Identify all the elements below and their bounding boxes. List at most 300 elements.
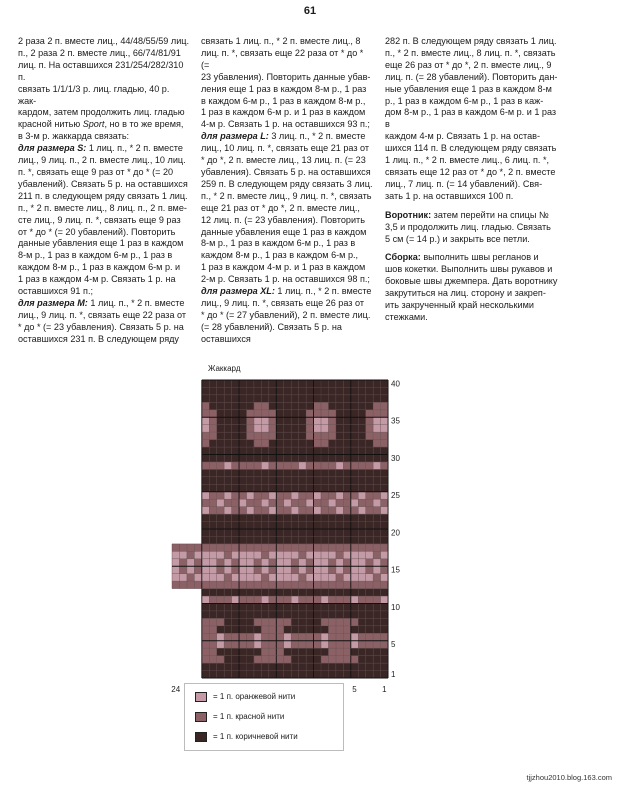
chart-cell bbox=[209, 544, 216, 551]
chart-cell bbox=[269, 507, 276, 514]
chart-cell bbox=[306, 402, 313, 409]
chart-cell bbox=[217, 596, 224, 603]
chart-cell bbox=[269, 656, 276, 663]
chart-cell bbox=[254, 462, 261, 469]
chart-cell bbox=[224, 566, 231, 573]
chart-cell bbox=[217, 611, 224, 618]
chart-cell bbox=[343, 626, 350, 633]
chart-cell bbox=[247, 514, 254, 521]
chart-cell bbox=[202, 455, 209, 462]
chart-cell bbox=[321, 492, 328, 499]
chart-cell bbox=[209, 589, 216, 596]
chart-cell bbox=[232, 633, 239, 640]
y-tick-label: 40 bbox=[391, 379, 400, 389]
chart-cell bbox=[299, 492, 306, 499]
chart-cell bbox=[217, 626, 224, 633]
chart-cell bbox=[232, 574, 239, 581]
chart-cell bbox=[358, 499, 365, 506]
chart-cell bbox=[321, 410, 328, 417]
chart-cell bbox=[224, 633, 231, 640]
chart-cell bbox=[373, 455, 380, 462]
chart-cell bbox=[373, 566, 380, 573]
chart-cell bbox=[351, 395, 358, 402]
chart-cell bbox=[336, 484, 343, 491]
chart-cell bbox=[306, 581, 313, 588]
chart-cell bbox=[232, 447, 239, 454]
chart-cell bbox=[202, 514, 209, 521]
chart-cell bbox=[314, 477, 321, 484]
chart-cell bbox=[314, 544, 321, 551]
chart-cell bbox=[314, 447, 321, 454]
chart-cell bbox=[284, 507, 291, 514]
chart-cell bbox=[239, 529, 246, 536]
chart-cell bbox=[232, 618, 239, 625]
chart-cell bbox=[328, 455, 335, 462]
chart-cell bbox=[284, 663, 291, 670]
chart-cell bbox=[373, 417, 380, 424]
chart-cell bbox=[291, 648, 298, 655]
chart-cell bbox=[276, 522, 283, 529]
chart-cell bbox=[343, 671, 350, 678]
chart-cell bbox=[321, 611, 328, 618]
chart-cell bbox=[373, 544, 380, 551]
chart-cell bbox=[306, 663, 313, 670]
chart-cell bbox=[306, 604, 313, 611]
chart-cell bbox=[179, 559, 186, 566]
chart-cell bbox=[351, 596, 358, 603]
chart-cell bbox=[276, 499, 283, 506]
chart-cell bbox=[239, 536, 246, 543]
chart-cell bbox=[217, 633, 224, 640]
chart-cell bbox=[217, 656, 224, 663]
chart-cell bbox=[291, 484, 298, 491]
chart-cell bbox=[381, 574, 388, 581]
chart-cell bbox=[232, 469, 239, 476]
chart-cell bbox=[366, 566, 373, 573]
chart-cell bbox=[276, 425, 283, 432]
chart-cell bbox=[261, 641, 268, 648]
chart-cell bbox=[254, 663, 261, 670]
chart-cell bbox=[261, 663, 268, 670]
chart-cell bbox=[239, 663, 246, 670]
chart-cell bbox=[291, 626, 298, 633]
chart-cell bbox=[194, 551, 201, 558]
chart-cell bbox=[321, 566, 328, 573]
chart-cell bbox=[261, 395, 268, 402]
chart-cell bbox=[209, 611, 216, 618]
chart-cell bbox=[306, 566, 313, 573]
chart-cell bbox=[247, 536, 254, 543]
chart-cell bbox=[239, 559, 246, 566]
chart-cell bbox=[217, 529, 224, 536]
chart-cell bbox=[254, 410, 261, 417]
chart-cell bbox=[373, 604, 380, 611]
chart-cell bbox=[209, 663, 216, 670]
chart-cell bbox=[358, 536, 365, 543]
chart-cell bbox=[276, 626, 283, 633]
chart-cell bbox=[217, 648, 224, 655]
chart-cell bbox=[239, 551, 246, 558]
chart-cell bbox=[269, 387, 276, 394]
chart-cell bbox=[381, 581, 388, 588]
chart-cell bbox=[254, 440, 261, 447]
chart-cell bbox=[276, 648, 283, 655]
chart-cell bbox=[351, 492, 358, 499]
chart-cell bbox=[254, 611, 261, 618]
chart-cell bbox=[321, 484, 328, 491]
chart-cell bbox=[232, 440, 239, 447]
chart-cell bbox=[247, 626, 254, 633]
chart-cell bbox=[351, 432, 358, 439]
chart-cell bbox=[261, 469, 268, 476]
chart-cell bbox=[261, 648, 268, 655]
chart-cell bbox=[366, 626, 373, 633]
chart-cell bbox=[232, 589, 239, 596]
chart-cell bbox=[336, 536, 343, 543]
chart-cell bbox=[187, 574, 194, 581]
chart-cell bbox=[328, 536, 335, 543]
chart-cell bbox=[276, 477, 283, 484]
chart-cell bbox=[217, 477, 224, 484]
chart-cell bbox=[269, 462, 276, 469]
col2-lines-a: связать 1 лиц. п., * 2 п. вместе лиц., 8 лиц. п. *, связать еще 22 раза от * до * (= 23 убавления). Повторить данные убав- ления еще 1 раз в каждом 8-м р., 1 раз в каждом 6-м р., 1 раз в каждом 8-м р., 1 раз в каждом 6-м р. и 1 раз в каждом 4-м р. Связать 1 р. на оставшихся 93 п.; bbox=[201, 36, 371, 130]
chart-cell bbox=[343, 611, 350, 618]
chart-cell bbox=[291, 596, 298, 603]
chart-cell bbox=[202, 387, 209, 394]
chart-cell bbox=[217, 522, 224, 529]
chart-cell bbox=[202, 380, 209, 387]
chart-cell bbox=[373, 484, 380, 491]
chart-cell bbox=[366, 574, 373, 581]
chart-cell bbox=[291, 455, 298, 462]
chart-cell bbox=[247, 380, 254, 387]
chart-cell bbox=[254, 402, 261, 409]
chart-cell bbox=[373, 499, 380, 506]
chart-cell bbox=[351, 611, 358, 618]
chart-cell bbox=[217, 618, 224, 625]
chart-cell bbox=[306, 574, 313, 581]
chart-cell bbox=[343, 551, 350, 558]
chart-cell bbox=[291, 514, 298, 521]
chart-cell bbox=[381, 559, 388, 566]
chart-cell bbox=[306, 544, 313, 551]
chart-cell bbox=[224, 417, 231, 424]
chart-cell bbox=[232, 507, 239, 514]
chart-cell bbox=[209, 566, 216, 573]
chart-cell bbox=[269, 447, 276, 454]
chart-cell bbox=[224, 477, 231, 484]
chart-cell bbox=[269, 380, 276, 387]
chart-cell bbox=[284, 589, 291, 596]
chart-cell bbox=[224, 559, 231, 566]
chart-cell bbox=[224, 589, 231, 596]
chart-cell bbox=[381, 455, 388, 462]
chart-cell bbox=[261, 656, 268, 663]
chart-cell bbox=[247, 618, 254, 625]
chart-cell bbox=[291, 507, 298, 514]
chart-cell bbox=[366, 387, 373, 394]
chart-cell bbox=[261, 604, 268, 611]
chart-cell bbox=[217, 417, 224, 424]
chart-cell bbox=[358, 566, 365, 573]
chart-cell bbox=[336, 663, 343, 670]
chart-cell bbox=[269, 589, 276, 596]
chart-cell bbox=[373, 618, 380, 625]
x-tick-label: 24 bbox=[171, 685, 181, 694]
chart-cell bbox=[224, 425, 231, 432]
chart-cell bbox=[321, 447, 328, 454]
watermark: tjjzhou2010.blog.163.com bbox=[526, 773, 612, 782]
chart-cell bbox=[351, 566, 358, 573]
chart-cell bbox=[247, 432, 254, 439]
legend-item-red: = 1 п. красной нити bbox=[195, 711, 284, 723]
chart-cell bbox=[217, 566, 224, 573]
chart-cell bbox=[269, 618, 276, 625]
chart-cell bbox=[328, 484, 335, 491]
chart-cell bbox=[276, 581, 283, 588]
chart-cell bbox=[373, 402, 380, 409]
chart-cell bbox=[202, 395, 209, 402]
chart-cell bbox=[209, 529, 216, 536]
chart-cell bbox=[239, 618, 246, 625]
chart-cell bbox=[373, 380, 380, 387]
chart-cell bbox=[202, 663, 209, 670]
chart-cell bbox=[209, 417, 216, 424]
chart-cell bbox=[247, 596, 254, 603]
text-column-3 bbox=[385, 36, 561, 331]
chart-cell bbox=[321, 522, 328, 529]
chart-cell bbox=[239, 484, 246, 491]
chart-cell bbox=[328, 574, 335, 581]
chart-cell bbox=[336, 551, 343, 558]
chart-cell bbox=[247, 656, 254, 663]
chart-cell bbox=[306, 596, 313, 603]
chart-cell bbox=[172, 581, 179, 588]
chart-cell bbox=[261, 402, 268, 409]
chart-cell bbox=[321, 529, 328, 536]
chart-cell bbox=[314, 604, 321, 611]
chart-cell bbox=[358, 462, 365, 469]
chart-cell bbox=[291, 425, 298, 432]
chart-cell bbox=[343, 522, 350, 529]
chart-cell bbox=[291, 618, 298, 625]
chart-cell bbox=[343, 462, 350, 469]
chart-cell bbox=[172, 551, 179, 558]
chart-cell bbox=[254, 656, 261, 663]
chart-cell bbox=[284, 581, 291, 588]
chart-cell bbox=[358, 671, 365, 678]
chart-cell bbox=[321, 626, 328, 633]
chart-cell bbox=[336, 440, 343, 447]
chart-cell bbox=[328, 387, 335, 394]
chart-cell bbox=[351, 551, 358, 558]
chart-cell bbox=[254, 581, 261, 588]
chart-cell bbox=[321, 425, 328, 432]
chart-cell bbox=[299, 596, 306, 603]
chart-cell bbox=[358, 507, 365, 514]
chart-cell bbox=[314, 440, 321, 447]
chart-cell bbox=[247, 551, 254, 558]
chart-cell bbox=[239, 395, 246, 402]
chart-cell bbox=[306, 484, 313, 491]
chart-cell bbox=[269, 432, 276, 439]
assembly-section: Сборка: выполнить швы регланов и шов кокетки. Выполнить швы рукавов и боковые швы джемпера. Дать воротнику закрутиться на лиц. сторону и закреп- ить закрученный край несколькими стежками. bbox=[385, 252, 558, 322]
chart-cell bbox=[358, 618, 365, 625]
chart-cell bbox=[343, 477, 350, 484]
chart-cell bbox=[284, 656, 291, 663]
chart-cell bbox=[314, 469, 321, 476]
chart-cell bbox=[381, 589, 388, 596]
chart-cell bbox=[299, 425, 306, 432]
chart-cell bbox=[306, 618, 313, 625]
chart-cell bbox=[381, 507, 388, 514]
chart-cell bbox=[373, 507, 380, 514]
chart-cell bbox=[328, 566, 335, 573]
chart-cell bbox=[209, 522, 216, 529]
chart-cell bbox=[366, 544, 373, 551]
chart-cell bbox=[261, 410, 268, 417]
chart-cell bbox=[343, 641, 350, 648]
chart-cell bbox=[202, 410, 209, 417]
chart-cell bbox=[217, 484, 224, 491]
chart-cell bbox=[284, 671, 291, 678]
chart-cell bbox=[321, 514, 328, 521]
chart-cell bbox=[232, 492, 239, 499]
chart-cell bbox=[291, 499, 298, 506]
chart-cell bbox=[276, 566, 283, 573]
chart-cell bbox=[366, 671, 373, 678]
chart-cell bbox=[232, 432, 239, 439]
chart-cell bbox=[261, 589, 268, 596]
chart-cell bbox=[202, 469, 209, 476]
chart-cell bbox=[202, 440, 209, 447]
chart-cell bbox=[202, 551, 209, 558]
chart-cell bbox=[254, 641, 261, 648]
chart-cell bbox=[254, 544, 261, 551]
chart-cell bbox=[232, 671, 239, 678]
chart-cell bbox=[284, 618, 291, 625]
chart-cell bbox=[239, 455, 246, 462]
chart-cell bbox=[247, 440, 254, 447]
y-tick-label: 20 bbox=[391, 528, 400, 538]
chart-cell bbox=[232, 402, 239, 409]
chart-cell bbox=[254, 387, 261, 394]
chart-cell bbox=[381, 648, 388, 655]
chart-cell bbox=[314, 536, 321, 543]
chart-cell bbox=[232, 387, 239, 394]
chart-cell bbox=[314, 656, 321, 663]
chart-cell bbox=[232, 380, 239, 387]
chart-cell bbox=[299, 671, 306, 678]
chart-cell bbox=[321, 499, 328, 506]
chart-cell bbox=[269, 492, 276, 499]
y-tick-label: 35 bbox=[391, 416, 400, 426]
chart-cell bbox=[336, 529, 343, 536]
chart-cell bbox=[381, 656, 388, 663]
chart-cell bbox=[239, 671, 246, 678]
y-tick-label: 30 bbox=[391, 453, 400, 463]
chart-cell bbox=[224, 410, 231, 417]
chart-cell bbox=[306, 425, 313, 432]
chart-cell bbox=[224, 581, 231, 588]
chart-cell bbox=[351, 663, 358, 670]
chart-cell bbox=[291, 581, 298, 588]
chart-cell bbox=[284, 477, 291, 484]
chart-cell bbox=[328, 425, 335, 432]
chart-cell bbox=[321, 462, 328, 469]
chart-cell bbox=[217, 440, 224, 447]
chart-cell bbox=[224, 656, 231, 663]
chart-cell bbox=[239, 604, 246, 611]
chart-cell bbox=[224, 611, 231, 618]
chart-cell bbox=[269, 633, 276, 640]
chart-cell bbox=[269, 440, 276, 447]
chart-cell bbox=[358, 417, 365, 424]
chart-cell bbox=[366, 559, 373, 566]
chart-cell bbox=[239, 656, 246, 663]
chart-cell bbox=[209, 633, 216, 640]
chart-cell bbox=[261, 611, 268, 618]
chart-cell bbox=[314, 402, 321, 409]
chart-cell bbox=[328, 656, 335, 663]
chart-cell bbox=[276, 492, 283, 499]
chart-cell bbox=[269, 410, 276, 417]
chart-cell bbox=[351, 514, 358, 521]
y-tick-label: 5 bbox=[391, 640, 396, 650]
chart-cell bbox=[261, 536, 268, 543]
chart-cell bbox=[343, 432, 350, 439]
chart-cell bbox=[321, 536, 328, 543]
chart-cell bbox=[209, 395, 216, 402]
chart-cell bbox=[254, 574, 261, 581]
chart-cell bbox=[314, 648, 321, 655]
chart-cell bbox=[299, 656, 306, 663]
chart-cell bbox=[381, 604, 388, 611]
chart-cell bbox=[381, 566, 388, 573]
chart-cell bbox=[217, 462, 224, 469]
chart-cell bbox=[314, 589, 321, 596]
chart-cell bbox=[351, 559, 358, 566]
chart-cell bbox=[209, 462, 216, 469]
chart-cell bbox=[314, 551, 321, 558]
col1-lines-c: лиц., 9 лиц. п., 2 п. вместе лиц., 10 лиц. п. *, связать еще 9 раз от * до * (= 20 убавлений). Связать 5 р. на оставшихся 211 п. в следующем ряду связать 1 лиц. п., * 2 п. вместе лиц., 8 лиц. п., 2 п. вме- сте лиц., 9 лиц. п. *, связать еще 9 раз от * до * (= 20 убавлений). Повторить данные убавления еще 1 раз в каждом 8-м р., 1 раз в каждом 6-м р., 1 раз в каждом 8-м р., 1 раз в каждом 6-м р. и 1 раз в каждом 4-м р. Связать 1 р. на оставшихся 91 п.; bbox=[18, 155, 188, 297]
chart-cell bbox=[321, 641, 328, 648]
chart-cell bbox=[232, 455, 239, 462]
chart-cell bbox=[373, 395, 380, 402]
chart-cell bbox=[299, 380, 306, 387]
chart-cell bbox=[314, 626, 321, 633]
chart-cell bbox=[284, 462, 291, 469]
chart-cell bbox=[299, 574, 306, 581]
chart-cell bbox=[291, 462, 298, 469]
chart-cell bbox=[299, 469, 306, 476]
chart-cell bbox=[321, 648, 328, 655]
chart-cell bbox=[358, 529, 365, 536]
chart-cell bbox=[358, 604, 365, 611]
chart-cell bbox=[269, 596, 276, 603]
chart-cell bbox=[284, 648, 291, 655]
chart-cell bbox=[343, 499, 350, 506]
chart-cell bbox=[202, 581, 209, 588]
chart-cell bbox=[381, 492, 388, 499]
chart-cell bbox=[336, 455, 343, 462]
chart-cell bbox=[351, 618, 358, 625]
chart-cell bbox=[202, 671, 209, 678]
chart-cell bbox=[306, 477, 313, 484]
chart-cell bbox=[217, 544, 224, 551]
chart-cell bbox=[202, 566, 209, 573]
chart-cell bbox=[209, 387, 216, 394]
